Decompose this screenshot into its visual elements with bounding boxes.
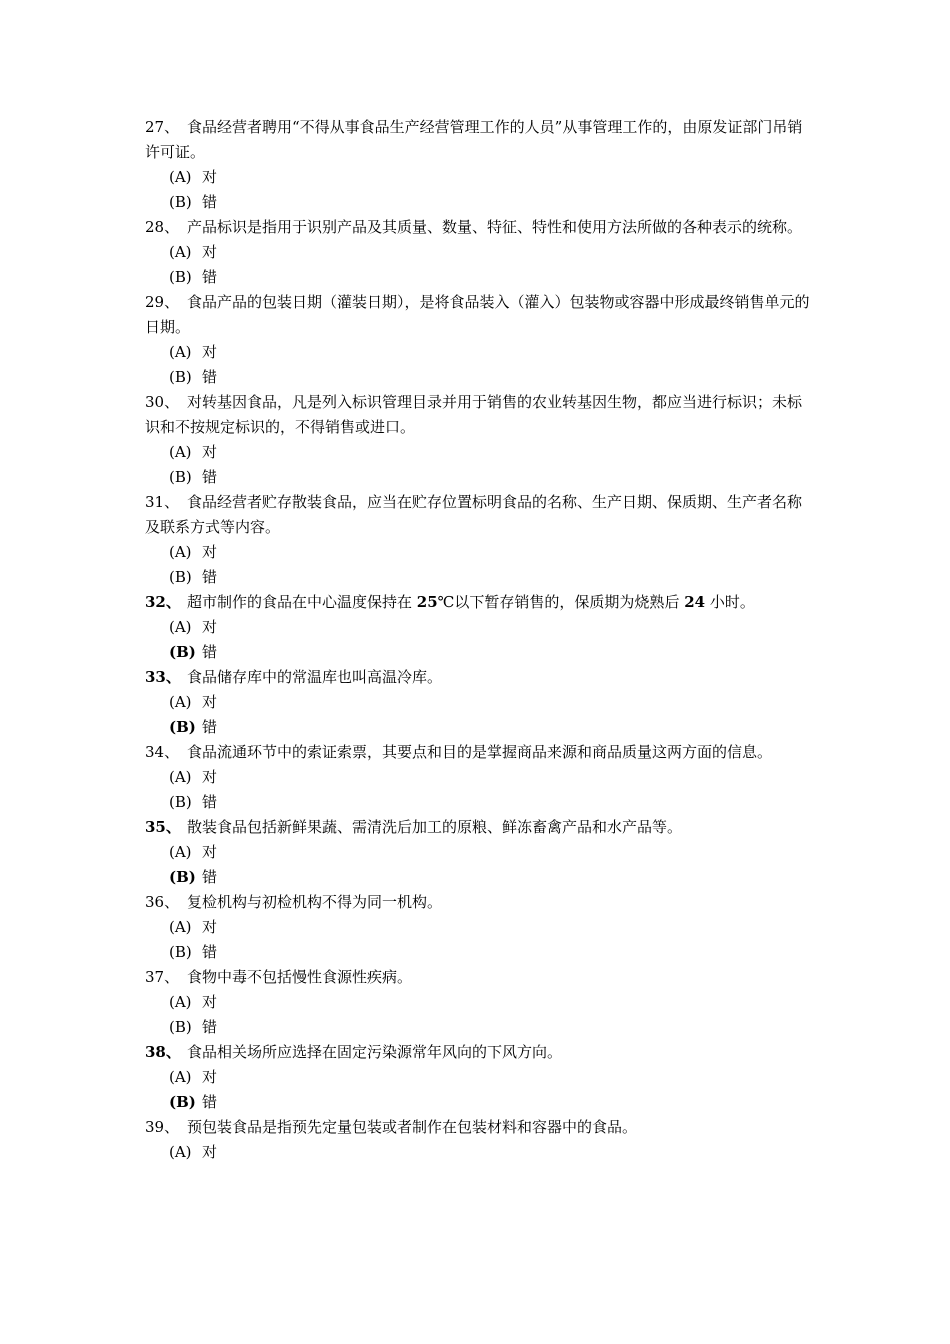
- option-key: (B): [169, 568, 192, 586]
- answer-option: [169, 765, 810, 790]
- option-key: (B): [169, 793, 192, 811]
- question-number: 33、: [145, 668, 181, 686]
- question-number: 29、: [145, 293, 180, 311]
- option-key: (A): [169, 618, 192, 636]
- option-key: (B): [169, 643, 196, 661]
- option-key: (B): [169, 368, 192, 386]
- option-label: 错: [202, 1093, 218, 1111]
- question-text: [145, 1115, 810, 1140]
- option-label: 错: [202, 868, 218, 886]
- option-label: 错: [202, 268, 218, 286]
- option-label: 对: [202, 1068, 218, 1086]
- question-text: [145, 115, 810, 165]
- question-number: 39、: [145, 1118, 180, 1136]
- option-key: (A): [169, 843, 192, 861]
- question-text: [145, 1040, 810, 1065]
- option-label: 对: [202, 1143, 218, 1161]
- option-label: 对: [202, 243, 218, 261]
- answer-option: [169, 915, 810, 940]
- answer-option: [169, 715, 810, 740]
- question-item: [145, 490, 810, 590]
- question-text-part: 食品储存库中的常温库也叫高温冷库。: [187, 668, 443, 686]
- question-item: [145, 890, 810, 965]
- option-key: (A): [169, 243, 192, 261]
- answer-option: [169, 440, 810, 465]
- question-text: [145, 740, 810, 765]
- question-item: [145, 1115, 810, 1165]
- answer-option: [169, 1090, 810, 1115]
- question-number: 35、: [145, 818, 181, 836]
- question-text-part: 超市制作的食品在中心温度保持在: [187, 593, 417, 611]
- question-text: [145, 215, 810, 240]
- option-label: 错: [202, 718, 218, 736]
- question-text-part: 对转基因食品，凡是列入标识管理目录并用于销售的农业转基因生物，都应当进行标识；未标识和不按规定标识的，不得销售或进口。: [145, 393, 803, 436]
- option-label: 错: [202, 1018, 218, 1036]
- option-label: 对: [202, 843, 218, 861]
- option-key: (B): [169, 1018, 192, 1036]
- question-text: [145, 490, 810, 540]
- answer-option: [169, 540, 810, 565]
- question-number: 30、: [145, 393, 180, 411]
- answer-option: [169, 865, 810, 890]
- option-key: (A): [169, 918, 192, 936]
- answer-option: [169, 690, 810, 715]
- question-text-part: ℃以下暂存销售的，保质期为烧熟后: [437, 593, 685, 611]
- question-text: [145, 390, 810, 440]
- option-key: (A): [169, 543, 192, 561]
- question-item: [145, 115, 810, 215]
- option-key: (A): [169, 343, 192, 361]
- question-list: [145, 115, 810, 1165]
- question-text-part: 产品标识是指用于识别产品及其质量、数量、特征、特性和使用方法所做的各种表示的统称。: [187, 218, 803, 236]
- answer-option: [169, 265, 810, 290]
- answer-option: [169, 1065, 810, 1090]
- question-text-part: 食品产品的包装日期（灌装日期），是将食品装入（灌入）包装物或容器中形成最终销售单元的日期。: [145, 293, 810, 336]
- question-item: [145, 740, 810, 815]
- question-number: 31、: [145, 493, 180, 511]
- question-text-part: 预包装食品是指预先定量包装或者制作在包装材料和容器中的食品。: [187, 1118, 638, 1136]
- question-number: 37、: [145, 968, 180, 986]
- question-text-part: 小时。: [705, 593, 755, 611]
- option-key: (A): [169, 768, 192, 786]
- option-key: (A): [169, 168, 192, 186]
- question-text: [145, 665, 810, 690]
- question-item: [145, 590, 810, 665]
- question-text-part: 食品经营者聘用“不得从事食品生产经营管理工作的人员”从事管理工作的，由原发证部门吊销许可证。: [145, 118, 803, 161]
- option-key: (A): [169, 1143, 192, 1161]
- option-label: 对: [202, 618, 218, 636]
- option-label: 错: [202, 468, 218, 486]
- question-item: [145, 290, 810, 390]
- option-label: 错: [202, 568, 218, 586]
- question-item: [145, 1040, 810, 1115]
- answer-option: [169, 990, 810, 1015]
- option-label: 错: [202, 643, 218, 661]
- question-number: 32、: [145, 593, 181, 611]
- answer-option: [169, 1140, 810, 1165]
- question-item: [145, 965, 810, 1040]
- option-label: 对: [202, 768, 218, 786]
- option-key: (B): [169, 468, 192, 486]
- option-label: 对: [202, 343, 218, 361]
- question-text: [145, 590, 810, 615]
- question-number: 38、: [145, 1043, 181, 1061]
- question-text-part: 25: [416, 593, 438, 611]
- option-key: (A): [169, 443, 192, 461]
- answer-option: [169, 940, 810, 965]
- option-key: (B): [169, 1093, 196, 1111]
- option-label: 对: [202, 543, 218, 561]
- answer-option: [169, 465, 810, 490]
- option-key: (B): [169, 268, 192, 286]
- question-item: [145, 215, 810, 290]
- question-text-part: 食品经营者贮存散装食品，应当在贮存位置标明食品的名称、生产日期、保质期、生产者名称及联系方式等内容。: [145, 493, 803, 536]
- option-label: 对: [202, 918, 218, 936]
- answer-option: [169, 165, 810, 190]
- question-text-part: 食品流通环节中的索证索票，其要点和目的是掌握商品来源和商品质量这两方面的信息。: [187, 743, 773, 761]
- question-text-part: 散装食品包括新鲜果蔬、需清洗后加工的原粮、鲜冻畜禽产品和水产品等。: [187, 818, 683, 836]
- option-label: 错: [202, 943, 218, 961]
- question-number: 34、: [145, 743, 180, 761]
- option-label: 对: [202, 993, 218, 1011]
- answer-option: [169, 190, 810, 215]
- answer-option: [169, 1015, 810, 1040]
- question-number: 27、: [145, 118, 180, 136]
- question-text: [145, 965, 810, 990]
- option-key: (A): [169, 993, 192, 1011]
- option-label: 错: [202, 193, 218, 211]
- option-label: 错: [202, 368, 218, 386]
- question-item: [145, 665, 810, 740]
- answer-option: [169, 640, 810, 665]
- question-item: [145, 390, 810, 490]
- question-text: [145, 290, 810, 340]
- option-key: (A): [169, 1068, 192, 1086]
- question-number: 28、: [145, 218, 180, 236]
- answer-option: [169, 565, 810, 590]
- answer-option: [169, 365, 810, 390]
- question-number: 36、: [145, 893, 180, 911]
- option-label: 对: [202, 443, 218, 461]
- answer-option: [169, 790, 810, 815]
- question-text-part: 食品相关场所应选择在固定污染源常年风向的下风方向。: [187, 1043, 563, 1061]
- question-text-part: 24: [684, 593, 706, 611]
- question-text-part: 复检机构与初检机构不得为同一机构。: [187, 893, 443, 911]
- option-label: 对: [202, 693, 218, 711]
- option-key: (A): [169, 693, 192, 711]
- option-label: 错: [202, 793, 218, 811]
- option-key: (B): [169, 868, 196, 886]
- question-text: [145, 815, 810, 840]
- question-text-part: 食物中毒不包括慢性食源性疾病。: [187, 968, 413, 986]
- option-key: (B): [169, 193, 192, 211]
- answer-option: [169, 840, 810, 865]
- option-key: (B): [169, 943, 192, 961]
- option-label: 对: [202, 168, 218, 186]
- answer-option: [169, 615, 810, 640]
- option-key: (B): [169, 718, 196, 736]
- answer-option: [169, 340, 810, 365]
- answer-option: [169, 240, 810, 265]
- question-item: [145, 815, 810, 890]
- question-text: [145, 890, 810, 915]
